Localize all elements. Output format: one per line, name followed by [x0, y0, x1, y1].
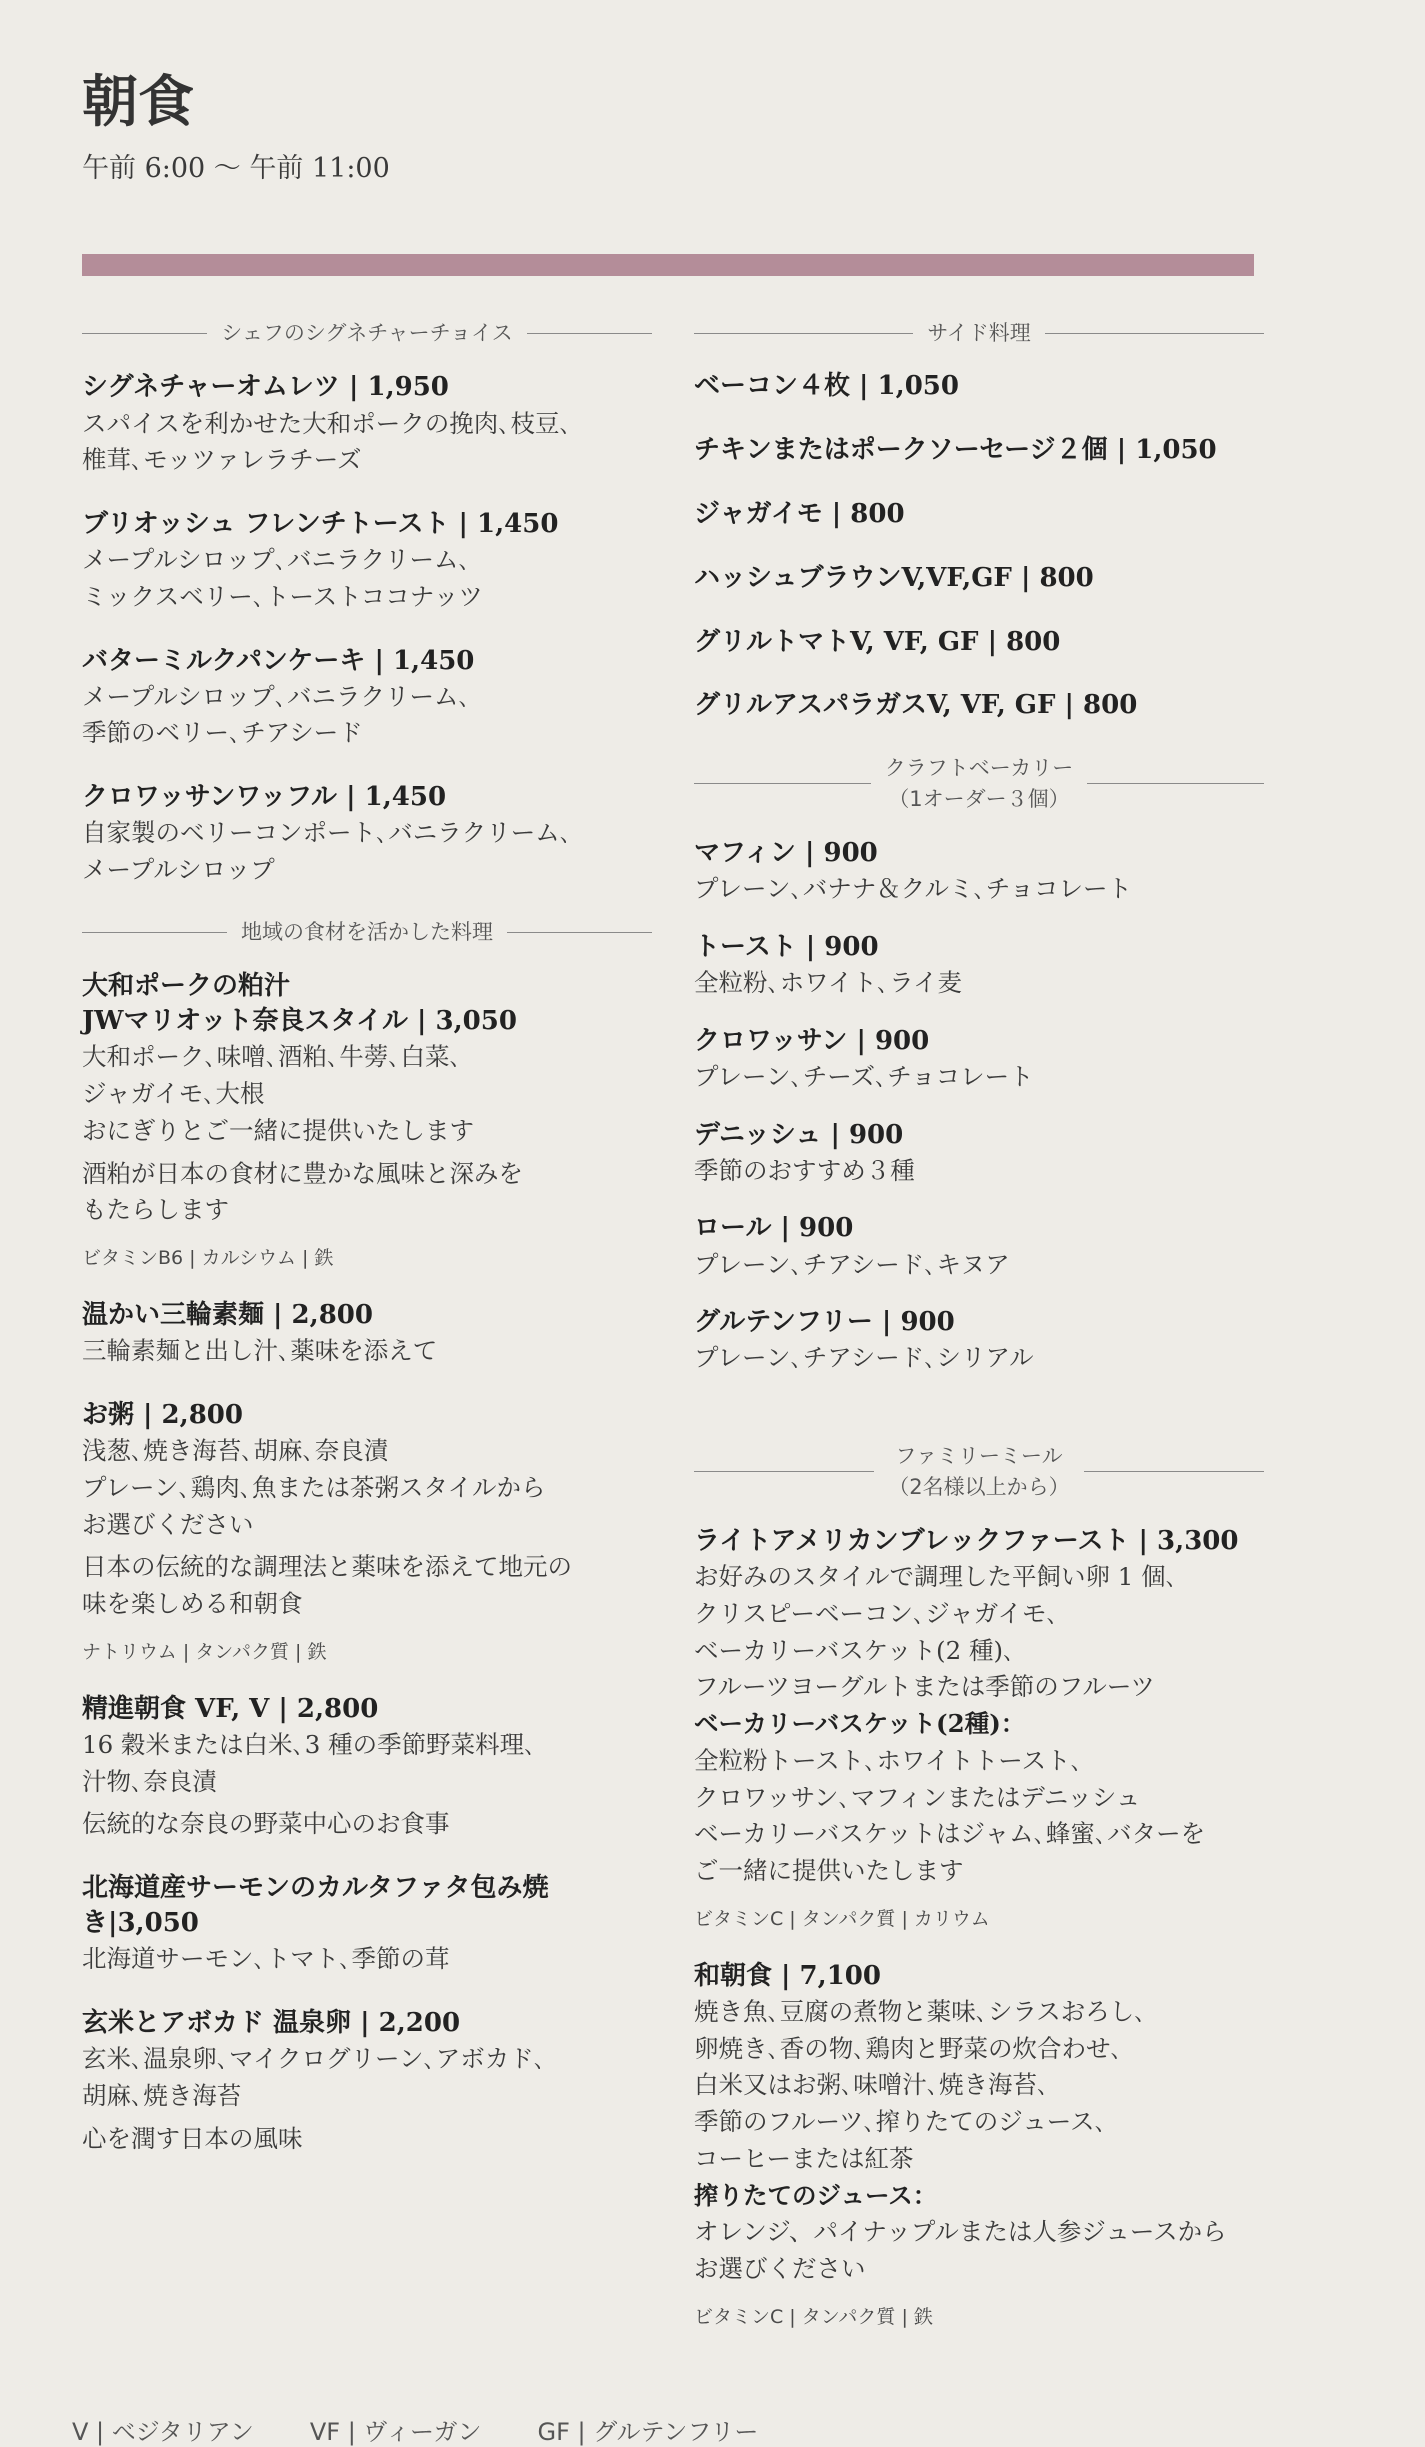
item-description [694, 1994, 1264, 2178]
section-title-line: ファミリーミール [895, 1444, 1063, 1469]
heading-rule-right [1087, 783, 1264, 784]
description-line: 大和ポーク､味噌､酒粕､牛蒡､白菜､ [82, 1042, 462, 1072]
description-line: 胡麻､焼き海苔 [82, 2081, 242, 2110]
description-line: 椎茸､モッツァレラチーズ [82, 445, 362, 475]
description-line: フルーツヨーグルトまたは季節のフルーツ [694, 1672, 1155, 1702]
side-item-potato: ジャガイモ | 800 [694, 499, 905, 530]
description-line: ベーカリーバスケット(2 種)､ [694, 1635, 1016, 1665]
title-line: 大和ポークの粕汁 [82, 971, 291, 1002]
item-title [82, 969, 652, 1039]
nutrient-tags: ビタミンC | タンパク質 | カリウム [694, 1907, 990, 1930]
item-note: 伝統的な奈良の野菜中心のお食事 [82, 1809, 450, 1839]
title-line: JWマリオット奈良スタイル | 3,050 [82, 1006, 517, 1037]
heading-rule-right [1084, 1471, 1264, 1472]
item-description [694, 1559, 1264, 1706]
item-description: プレーン､チアシード､シリアル [694, 1343, 1034, 1373]
note-line: 味を楽しめる和朝食 [82, 1589, 303, 1619]
description-line: 玄米､温泉卵､マイクログリーン､アボカド､ [82, 2044, 547, 2074]
section-title-line: （1オーダー３個） [888, 786, 1070, 811]
menu-item-signature-omelette [82, 370, 652, 479]
menu-item-light-american [694, 1524, 1264, 1931]
service-hours: 午前 6:00 〜 午前 11:00 [82, 152, 390, 184]
heading-rule-right [1045, 333, 1264, 334]
menu-item-genmai-avocado [82, 2006, 652, 2157]
section-header-signature [82, 318, 652, 348]
item-description: プレーン､バナナ＆クルミ､チョコレート [694, 874, 1133, 904]
heading-rule-left [694, 1471, 874, 1472]
section-title: シェフのシグネチャーチョイス [221, 321, 513, 345]
bakery-item-gluten-free [694, 1305, 1264, 1377]
menu-item-shojin [82, 1692, 652, 1843]
side-item-sausage: チキンまたはポークソーセージ２個 | 1,050 [694, 435, 1217, 466]
description-line: ジャガイモ､大根 [82, 1079, 265, 1109]
section-header-bakery [694, 753, 1264, 814]
item-title: 北海道産サーモンのカルタファタ包み焼き|3,050 [82, 1873, 549, 1939]
description-line: クロワッサン､マフィンまたはデニッシュ [694, 1782, 1141, 1812]
description-line: 汁物､奈良漬 [82, 1766, 217, 1796]
menu-item-croissant-waffle [82, 780, 652, 889]
description-line: ベーカリーバスケットはジャム､蜂蜜､バターを [694, 1819, 1206, 1849]
description-line: 自家製のベリーコンポート､バニラクリーム､ [82, 818, 572, 848]
item-description [82, 542, 652, 616]
heading-rule-left [82, 333, 207, 334]
dietary-legend [72, 2412, 758, 2447]
section-header-local [82, 917, 652, 947]
heading-rule-left [694, 783, 871, 784]
description-line: オレンジ、パイナップルまたは人参ジュースから [694, 2217, 1227, 2247]
bakery-item-muffin [694, 836, 1264, 908]
heading-rule-left [694, 333, 913, 334]
item-title: 精進朝食 VF, V | 2,800 [82, 1693, 379, 1724]
bakery-item-toast [694, 930, 1264, 1002]
menu-item-wa-choshoku [694, 1959, 1264, 2329]
description-line: メープルシロップ､バニラクリーム､ [82, 681, 471, 711]
legend-gluten-free: GF | グルテンフリー [537, 2418, 759, 2446]
side-item-grilled-asparagus: グリルアスパラガスV, VF, GF | 800 [694, 690, 1138, 721]
item-note: 心を潤す日本の風味 [82, 2123, 303, 2153]
item-title: ライトアメリカンブレックファースト | 3,300 [694, 1526, 1239, 1557]
item-description [694, 2214, 1264, 2288]
item-title: デニッシュ | 900 [694, 1119, 904, 1150]
legend-vegetarian: V | ベジタリアン [72, 2418, 254, 2446]
description-line: 浅葱､焼き海苔､胡麻､奈良漬 [82, 1436, 389, 1466]
item-description: プレーン､チーズ､チョコレート [694, 1061, 1034, 1091]
section-header-sides [694, 318, 1264, 348]
menu-item-french-toast [82, 507, 652, 616]
side-item-grilled-tomato: グリルトマトV, VF, GF | 800 [694, 626, 1061, 657]
item-description [82, 1727, 652, 1801]
item-description: 三輪素麺と出し汁､薬味を添えて [82, 1336, 438, 1366]
side-item-hash-brown: ハッシュブラウンV,VF,GF | 800 [694, 562, 1094, 593]
section-title-line: クラフトベーカリー [884, 756, 1074, 781]
item-title: ブリオッシュ フレンチトースト | 1,450 [82, 509, 559, 540]
section-title [885, 753, 1074, 814]
item-description [82, 406, 652, 480]
nutrient-tags: ビタミンC | タンパク質 | 鉄 [694, 2305, 933, 2328]
description-line: コーヒーまたは紅茶 [694, 2143, 914, 2173]
nutrient-tags: ナトリウム | タンパク質 | 鉄 [82, 1640, 327, 1663]
accent-divider-bar [82, 254, 1254, 276]
item-description: プレーン､チアシード､キヌア [694, 1249, 1010, 1279]
description-line: お好みのスタイルで調理した平飼い卵 1 個､ [694, 1562, 1178, 1592]
item-note [82, 1549, 652, 1623]
menu-item-salmon [82, 1871, 652, 1978]
heading-rule-right [527, 333, 652, 334]
section-title [888, 1441, 1069, 1502]
menu-item-pancake [82, 644, 652, 753]
description-line: プレーン､鶏肉､魚または茶粥スタイルから [82, 1472, 546, 1502]
item-title: グルテンフリー | 900 [694, 1307, 955, 1338]
item-title: 玄米とアボカド 温泉卵 | 2,200 [82, 2008, 461, 2039]
item-title: クロワッサン | 900 [694, 1025, 930, 1056]
item-note [82, 1156, 652, 1230]
item-title: 温かい三輪素麺 | 2,800 [82, 1300, 373, 1331]
item-description: 全粒粉､ホワイト､ライ麦 [694, 968, 963, 998]
left-column [82, 318, 652, 2186]
note-line: 日本の伝統的な調理法と薬味を添えて地元の [82, 1552, 572, 1582]
description-line: クリスピーベーコン､ジャガイモ､ [694, 1598, 1059, 1628]
item-description [82, 2041, 652, 2115]
item-title: シグネチャーオムレツ | 1,950 [82, 372, 449, 403]
menu-header [82, 69, 390, 185]
menu-item-kasujiru [82, 969, 652, 1270]
side-item-bacon: ベーコン４枚 | 1,050 [694, 371, 959, 402]
item-description [82, 679, 652, 753]
heading-rule-left [82, 932, 227, 933]
description-line: 焼き魚､豆腐の煮物と薬味､シラスおろし､ [694, 1996, 1147, 2026]
description-line: ご一緒に提供いたします [694, 1856, 964, 1886]
description-line: 季節のベリー､チアシード [82, 718, 363, 748]
description-line: お選びください [694, 2254, 866, 2284]
bakery-item-danish [694, 1118, 1264, 1190]
item-title: トースト | 900 [694, 931, 879, 962]
menu-item-okayu [82, 1398, 652, 1664]
nutrient-tags: ビタミンB6 | カルシウム | 鉄 [82, 1247, 334, 1270]
item-title: 和朝食 | 7,100 [694, 1960, 881, 1991]
description-line: お選びください [82, 1509, 254, 1539]
section-title: サイド料理 [927, 321, 1031, 345]
description-line: 卵焼き､香の物､鶏肉と野菜の炊合わせ､ [694, 2033, 1123, 2063]
item-subheading: 搾りたてのジュース： [694, 2180, 938, 2210]
item-title: お粥 | 2,800 [82, 1400, 243, 1431]
note-line: もたらします [82, 1195, 229, 1225]
bakery-item-roll [694, 1211, 1264, 1283]
description-line: 16 穀米または白米､3 種の季節野菜料理､ [82, 1729, 537, 1759]
item-title: マフィン | 900 [694, 838, 878, 869]
item-description [82, 1433, 652, 1543]
description-line: 全粒粉トースト､ホワイトトースト､ [694, 1745, 1083, 1775]
section-title-line: （2名様以上から） [888, 1474, 1070, 1499]
right-column [694, 318, 1264, 2357]
description-line: 季節のフルーツ､搾りたてのジュース､ [694, 2107, 1107, 2137]
item-description [82, 1039, 652, 1149]
bakery-item-croissant [694, 1024, 1264, 1096]
item-description: 北海道サーモン､トマト､季節の茸 [82, 1944, 450, 1974]
heading-rule-right [507, 932, 652, 933]
legend-vegan: VF | ヴィーガン [309, 2418, 482, 2446]
description-line: ミックスベリー､トーストココナッツ [82, 581, 483, 611]
item-title: ロール | 900 [694, 1213, 854, 1244]
section-header-family [694, 1441, 1264, 1502]
item-subheading: ベーカリーバスケット(2種)： [694, 1709, 1026, 1739]
menu-item-somen [82, 1298, 652, 1370]
item-title: クロワッサンワッフル | 1,450 [82, 782, 447, 813]
section-title: 地域の食材を活かした料理 [241, 919, 493, 944]
description-line: 白米又はお粥､味噌汁､焼き海苔､ [694, 2070, 1050, 2100]
note-line: 酒粕が日本の食材に豊かな風味と深みを [82, 1158, 523, 1188]
item-title: バターミルクパンケーキ | 1,450 [82, 645, 475, 676]
page-title: 朝食 [82, 69, 194, 135]
description-line: メープルシロップ [82, 855, 275, 885]
description-line: スパイスを利かせた大和ポークの挽肉､枝豆､ [82, 408, 572, 438]
item-description: 季節のおすすめ３種 [694, 1155, 915, 1185]
description-line: おにぎりとご一緒に提供いたします [82, 1115, 474, 1145]
item-description [694, 1743, 1264, 1890]
item-description [82, 815, 652, 889]
description-line: メープルシロップ､バニラクリーム､ [82, 545, 471, 575]
